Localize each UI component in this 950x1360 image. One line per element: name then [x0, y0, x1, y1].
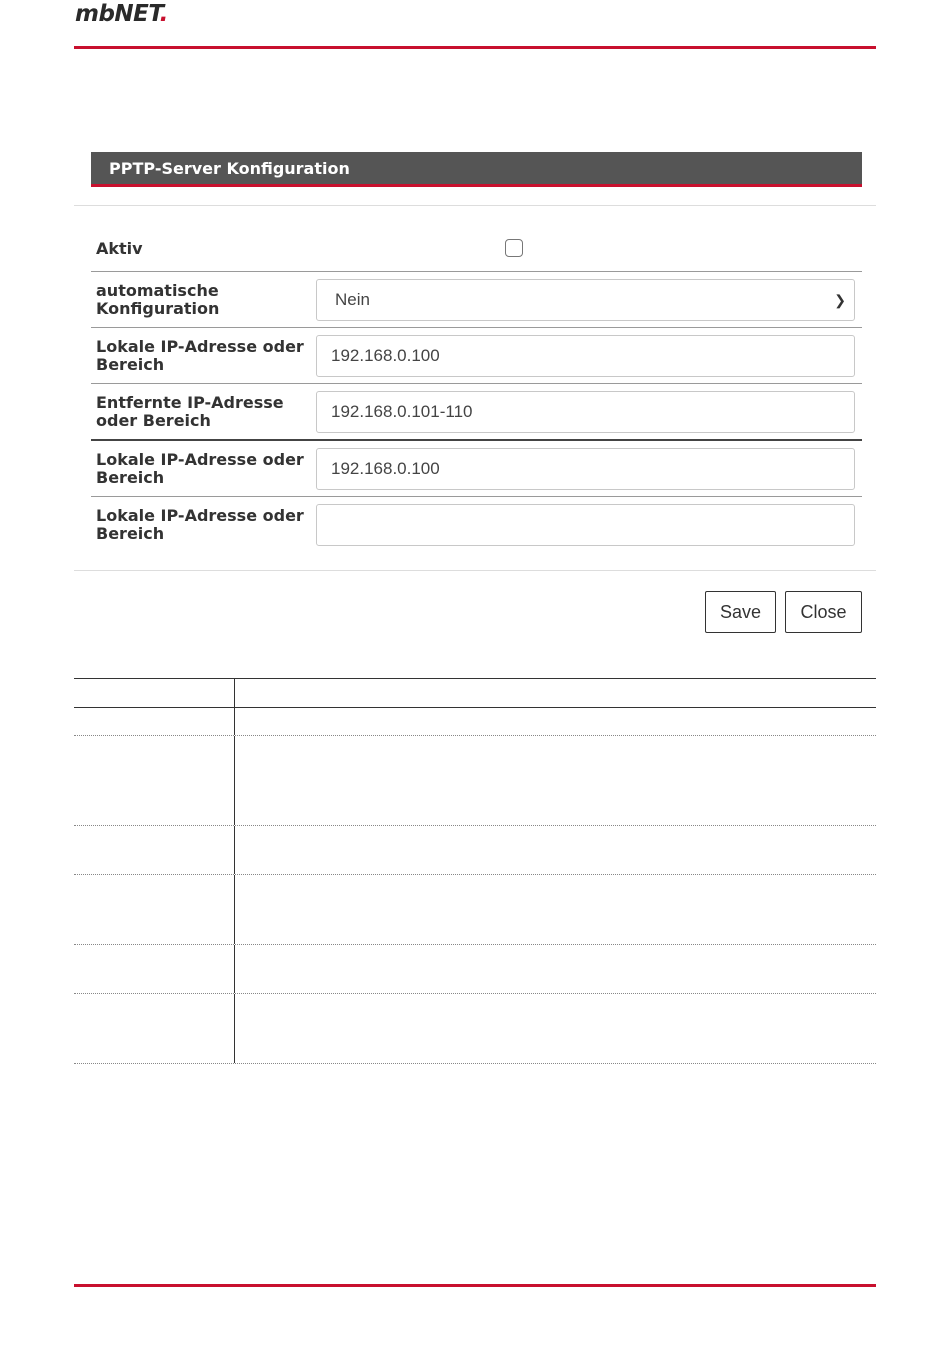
mbnet-logo: mbNET. [75, 1, 168, 27]
aktiv-checkbox[interactable] [505, 239, 523, 257]
table-row [74, 826, 876, 875]
bottom-divider [74, 1284, 876, 1287]
aktiv-label: Aktiv [96, 238, 143, 258]
local-ip-label-3: Lokale IP-Adresse oder Bereich [96, 506, 304, 543]
remote-ip-input[interactable]: 192.168.0.101-110 [316, 391, 855, 433]
close-button[interactable]: Close [785, 591, 862, 633]
panel-title: PPTP-Server Konfiguration [91, 152, 862, 187]
description-table [74, 678, 876, 1064]
table-header-row [74, 678, 876, 708]
table-row [74, 994, 876, 1064]
form-row-remote-ip [91, 384, 862, 441]
local-ip-input[interactable]: 192.168.0.100 [316, 335, 855, 377]
chevron-down-icon: ❯ [834, 291, 846, 308]
local-ip-label-2: Lokale IP-Adresse oder Bereich [96, 449, 304, 487]
remote-ip-label: Entfernte IP-Adresse oder Bereich [96, 392, 284, 430]
table-row [74, 875, 876, 945]
top-divider [74, 46, 876, 49]
auto-config-select[interactable] [316, 279, 855, 321]
local-ip-label: Lokale IP-Adresse oder Bereich [96, 336, 304, 374]
panel-separator-top [74, 205, 876, 206]
local-ip-input-3[interactable] [316, 504, 855, 546]
table-row [74, 708, 876, 736]
form-row-auto-config [91, 272, 862, 328]
table-row [74, 736, 876, 826]
auto-config-value: Nein [335, 289, 370, 309]
form-row-local-ip-3 [91, 497, 862, 553]
table-row [74, 945, 876, 994]
auto-config-label: automatische Konfiguration [96, 280, 220, 318]
form-row-local-ip-1 [91, 328, 862, 384]
form-row-aktiv [91, 226, 862, 272]
pptp-config-form [91, 226, 862, 553]
panel-separator-bottom [74, 570, 876, 571]
save-button[interactable]: Save [705, 591, 776, 633]
form-row-local-ip-2 [91, 441, 862, 497]
local-ip-input-2[interactable]: 192.168.0.100 [316, 448, 855, 490]
